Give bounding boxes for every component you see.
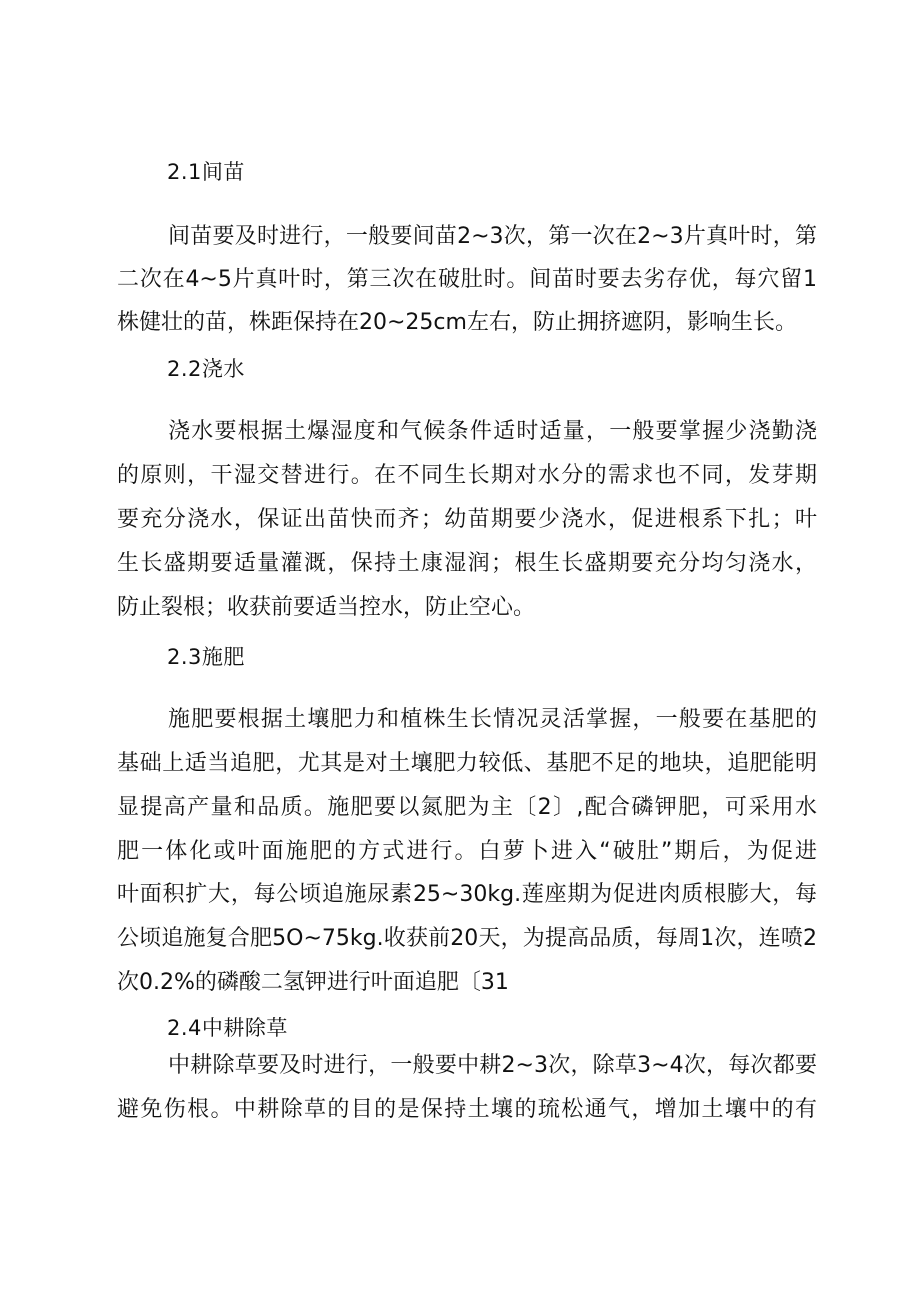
paragraph-line: 要充分浇水，保证出苗快而齐；幼苗期要少浇水，促进根系下扎；叶: [117, 507, 817, 532]
paragraph-line: 基础上适当追肥，尤其是对土壤肥力较低、基肥不足的地块，追肥能明: [117, 751, 817, 776]
paragraph-line: 防止裂根；收获前要适当控水，防止空心。: [117, 595, 536, 620]
paragraph-line: 避免伤根。中耕除草的目的是保持土壤的琉松通气，增加土壤中的有: [117, 1097, 817, 1122]
paragraph-line: 中耕除草要及时进行，一般要中耕2~3次，除草3~4次，每次都要: [168, 1053, 817, 1078]
section-heading-2-1: 2.1间苗: [167, 160, 245, 184]
section-heading-2-2: 2.2浇水: [167, 357, 245, 381]
paragraph-line: 叶面积扩大，每公顷追施尿素25~30kg.莲座期为促进肉质根膨大，每: [117, 882, 817, 907]
section-heading-2-4: 2.4中耕除草: [167, 1016, 288, 1040]
section-heading-2-3: 2.3施肥: [167, 645, 245, 669]
paragraph-line: 次0.2%的磷酸二氢钾进行叶面追肥〔31: [117, 970, 509, 995]
paragraph-line: 施肥要根据土壤肥力和植株生长情况灵活掌握，一般要在基肥的: [168, 707, 817, 732]
paragraph-line: 浇水要根据土爆湿度和气候条件适时适量，一般要掌握少浇勤浇: [168, 419, 817, 444]
paragraph-line: 显提高产量和品质。施肥要以氮肥为主〔2〕,配合磷钾肥，可采用水: [117, 795, 817, 820]
paragraph-line: 的原则，干湿交替进行。在不同生长期对水分的需求也不同，发芽期: [117, 463, 817, 488]
paragraph-line: 生长盛期要适量灌溉，保持土康湿润；根生长盛期要充分均匀浇水，: [117, 551, 817, 576]
paragraph-line: 间苗要及时进行，一般要间苗2~3次，第一次在2~3片真叶时，第: [168, 224, 817, 249]
paragraph-line: 二次在4~5片真叶时，第三次在破肚时。间苗时要去劣存优，每穴留1: [117, 267, 817, 292]
paragraph-line: 肥一体化或叶面施肥的方式进行。白萝卜进入“破肚”期后，为促进: [117, 839, 817, 864]
paragraph-line: 株健壮的苗，株距保持在20~25cm左右，防止拥挤遮阴，影响生长。: [117, 310, 797, 335]
paragraph-line: 公顷追施复合肥5O~75kg.收获前20天，为提高品质，每周1次，连喷2: [117, 926, 817, 951]
